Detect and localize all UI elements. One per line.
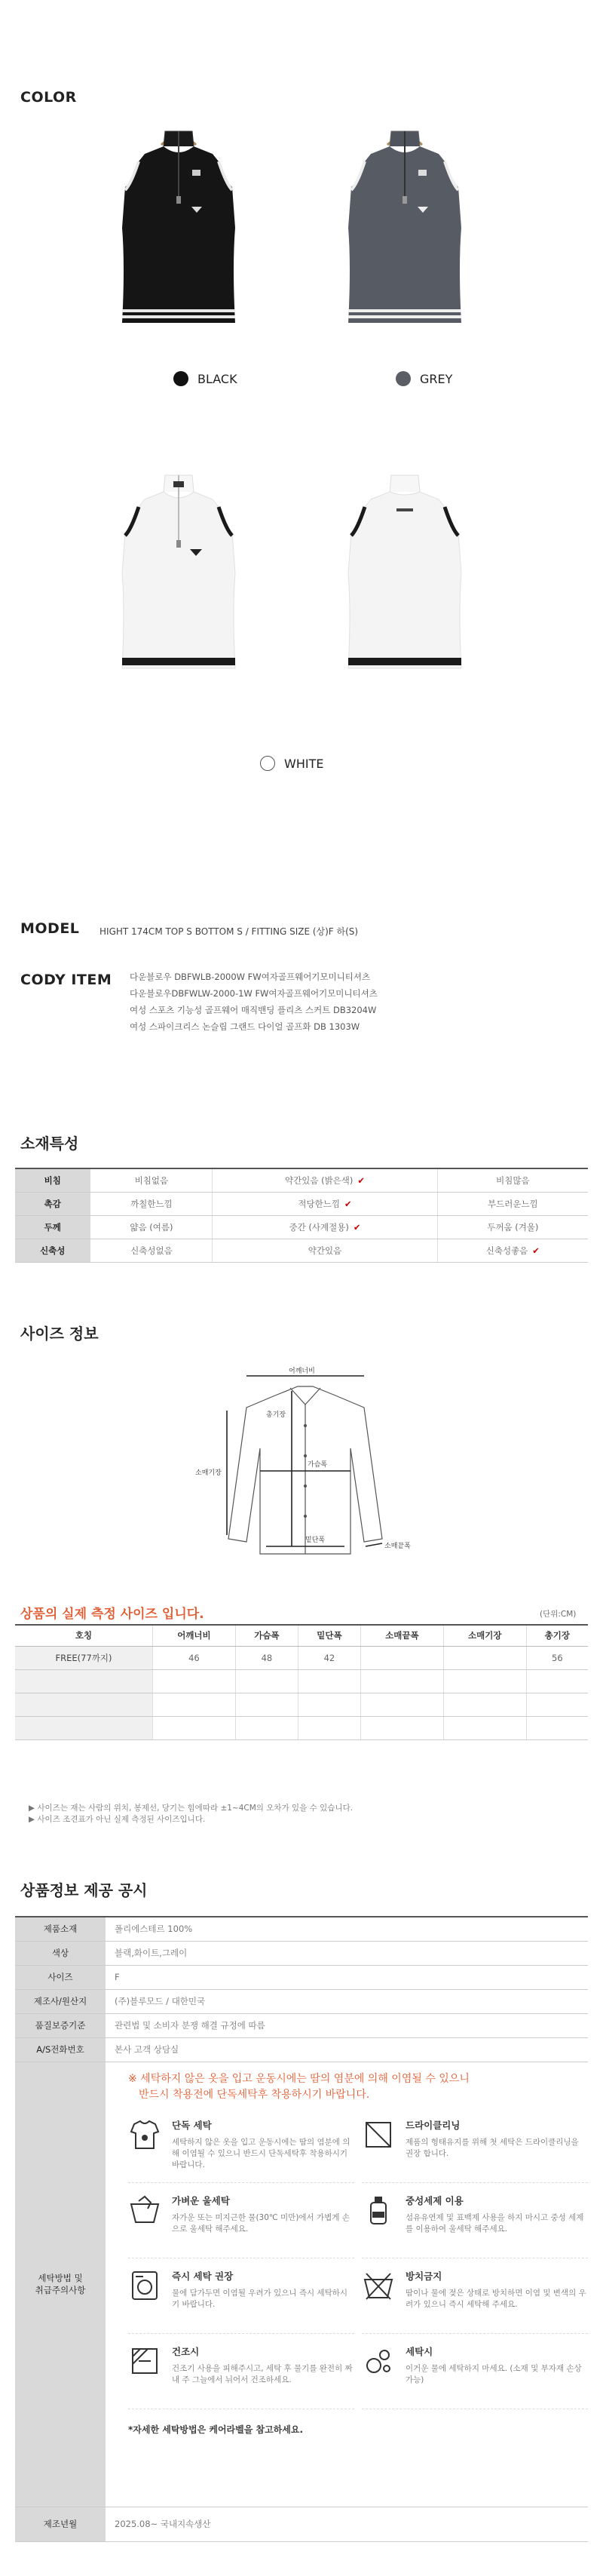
size-col-header: 가슴폭	[235, 1625, 298, 1646]
size-cell	[526, 1716, 588, 1739]
check-icon: ✔	[357, 1174, 366, 1186]
care-item	[128, 2334, 354, 2409]
size-cell	[526, 1669, 588, 1693]
swatch-black-label: BLACK	[197, 371, 237, 386]
model-text: HIGHT 174CM TOP S BOTTOM S / FITTING SIZE (상)F 하(S)	[99, 926, 359, 937]
size-cell	[298, 1716, 360, 1739]
care-item-desc: 건조기 사용을 피해주시고, 세탁 후 물기를 완전히 짜내 주 그늘에서 뉘어서 건조하세요.	[172, 2363, 353, 2384]
care-item-desc: 섬유유연제 및 표백제 사용을 하지 마시고 중성 세제를 이용하여 울세탁 해주세요.	[406, 2212, 584, 2234]
swatch-white-label: WHITE	[284, 756, 324, 771]
grey-dot-icon	[396, 371, 411, 386]
care-item-title: 가벼운 울세탁	[172, 2194, 230, 2206]
care-item-desc: 세탁하지 않은 옷을 입고 운동시에는 땀의 염분에 의해 이염될 수 있으니 반드시 단독세탁후 착용하시기 바랍니다.	[172, 2137, 350, 2169]
material-cell: 비침많음	[437, 1168, 588, 1192]
material-cell: 비침없음	[90, 1168, 213, 1192]
material-cell: 까칠한느낌	[90, 1192, 213, 1215]
material-row-label: 촉감	[15, 1192, 90, 1215]
material-cell: 약간있음 (밝은색) ✔	[213, 1168, 437, 1192]
size-cell	[443, 1716, 526, 1739]
care-item-desc: 이거운 물에 세탁하지 마세요. (소재 및 부자재 손상 가능)	[406, 2363, 582, 2384]
size-cell	[235, 1693, 298, 1716]
material-row	[15, 1215, 588, 1239]
care-footer: *자세한 세탁방법은 케어라벨을 참고하세요.	[128, 2424, 304, 2435]
bubbles-icon	[362, 2344, 395, 2378]
solo-wash-icon	[128, 2118, 161, 2151]
size-cell	[443, 1693, 526, 1716]
size-unit: (단위:CM)	[540, 1610, 577, 1619]
material-table	[15, 1168, 588, 1263]
size-cell	[443, 1669, 526, 1693]
care-grid	[128, 2108, 588, 2409]
size-cell: 46	[153, 1646, 236, 1669]
care-item-title: 드라이클리닝	[406, 2119, 461, 2131]
info-label: 품질보증기준	[15, 2013, 106, 2037]
material-cell: 신축성좋음 ✔	[437, 1239, 588, 1262]
cody-item: 여성 스파이크리스 논슬립 그랜드 다이얼 골프화 DB 1303W	[130, 1021, 360, 1032]
material-row-label: 두께	[15, 1215, 90, 1239]
size-cell	[526, 1693, 588, 1716]
label-sleeve-length: 소매기장	[195, 1469, 222, 1477]
size-cell	[235, 1716, 298, 1739]
care-item-title: 세탁시	[406, 2345, 433, 2357]
material-cell: 적당한느낌 ✔	[213, 1192, 437, 1215]
label-chest: 가슴폭	[308, 1461, 328, 1469]
no-soak-icon	[362, 2269, 395, 2302]
size-cell	[15, 1693, 153, 1716]
info-row	[15, 2507, 588, 2541]
swatch-white[interactable]	[260, 756, 323, 771]
size-table	[15, 1624, 588, 1740]
info-label: 색상	[15, 1941, 106, 1965]
label-total: 총기장	[266, 1411, 286, 1419]
check-icon: ✔	[532, 1245, 540, 1256]
care-label: 세탁방법 및 취급주의사항	[15, 2062, 106, 2507]
size-cell	[360, 1646, 443, 1669]
shade-dry-icon	[128, 2344, 161, 2378]
care-warning	[128, 2071, 588, 2103]
size-cell	[153, 1693, 236, 1716]
swatch-black[interactable]	[173, 371, 237, 386]
size-cell: 42	[298, 1646, 360, 1669]
info-value: 본사 고객 상담실	[106, 2037, 588, 2062]
care-content	[106, 2062, 588, 2507]
material-cell: 신축성없음	[90, 1239, 213, 1262]
info-value: 2025.08~ 국내지속생산	[106, 2507, 588, 2541]
care-item-title: 중성세제 이용	[406, 2194, 464, 2206]
info-label: 제조사/원산지	[15, 1989, 106, 2013]
material-cell: 중간 (사계절용) ✔	[213, 1215, 437, 1239]
material-cell: 두꺼움 (겨울)	[437, 1215, 588, 1239]
info-label: 제품소재	[15, 1917, 106, 1941]
cody-label: CODY ITEM	[20, 972, 112, 988]
size-cell	[360, 1669, 443, 1693]
neutral-detergent-icon	[362, 2194, 395, 2227]
care-warning-line: ※ 세탁하지 않은 옷을 입고 운동시에는 땀의 염분에 의해 이염될 수 있으니	[128, 2072, 470, 2085]
size-header-row	[15, 1625, 588, 1646]
size-col-header: 호칭	[15, 1625, 153, 1646]
care-item-desc: 자가운 또는 미지근한 물(30℃ 미만)에서 가볍게 손으로 울세탁 해주세요.	[172, 2212, 350, 2234]
swatch-grey[interactable]	[396, 371, 452, 386]
size-note: ▶ 사이즈 조견표가 아닌 실제 측정된 사이즈입니다.	[29, 1815, 206, 1824]
info-value: (주)블루모드 / 대한민국	[106, 1989, 588, 2013]
size-col-header: 어깨너비	[153, 1625, 236, 1646]
label-hem: 밑단폭	[305, 1537, 326, 1544]
label-shoulder: 어깨너비	[289, 1368, 315, 1375]
care-row	[15, 2062, 588, 2507]
size-cell: FREE(77까지)	[15, 1646, 153, 1669]
white-dot-icon	[260, 756, 275, 771]
size-cell	[298, 1693, 360, 1716]
care-item-title: 건조시	[172, 2345, 200, 2357]
material-row	[15, 1192, 588, 1215]
care-warning-line: 반드시 착용전에 단독세탁후 착용하시기 바랍니다.	[139, 2088, 370, 2101]
care-item	[362, 2183, 588, 2258]
product-info-title: 상품정보 제공 공시	[20, 1881, 148, 1899]
care-item	[128, 2108, 354, 2183]
size-cell	[153, 1716, 236, 1739]
care-item-desc: 물에 담가두면 이염될 우려가 있으니 즉시 세탁하시기 바랍니다.	[172, 2288, 348, 2309]
cody-item: 여성 스포츠 기능성 골프웨어 매직밴딩 플리츠 스커트 DB3204W	[130, 1005, 377, 1015]
size-cell	[153, 1669, 236, 1693]
label-cuff: 소매끝폭	[384, 1543, 411, 1550]
material-row	[15, 1239, 588, 1262]
size-cell	[15, 1669, 153, 1693]
info-label: 사이즈	[15, 1965, 106, 1989]
info-value: 폴리에스테르 100%	[106, 1917, 588, 1941]
care-item-desc: 땀이나 물에 젖은 상태로 방치하면 이염 및 변색의 우려가 있으니 즉시 세탁해 주세요.	[406, 2288, 586, 2309]
material-row-label: 비침	[15, 1168, 90, 1192]
size-row	[15, 1716, 588, 1739]
care-item-title: 방치금지	[406, 2270, 442, 2282]
color-section-title: COLOR	[20, 89, 77, 106]
size-cell	[360, 1693, 443, 1716]
cody-item: 다운블로우 DBFWLB-2000W FW여자골프웨어기모미니티셔츠	[130, 972, 371, 982]
size-diagram	[185, 1365, 426, 1569]
info-value: 블랙,화이트,그레이	[106, 1941, 588, 1965]
check-icon: ✔	[344, 1198, 352, 1209]
white-vest-back-image	[318, 460, 491, 686]
size-row	[15, 1646, 588, 1669]
info-row	[15, 1941, 588, 1965]
material-cell: 부드러운느낌	[437, 1192, 588, 1215]
size-col-header: 밑단폭	[298, 1625, 360, 1646]
size-cell: 56	[526, 1646, 588, 1669]
care-item	[362, 2334, 588, 2409]
hand-wash-icon	[128, 2194, 161, 2227]
size-col-header: 총기장	[526, 1625, 588, 1646]
care-item	[362, 2258, 588, 2334]
info-row	[15, 2037, 588, 2062]
care-item	[362, 2108, 588, 2183]
size-col-header: 소매기장	[443, 1625, 526, 1646]
size-cell: 48	[235, 1646, 298, 1669]
care-item-title: 즉시 세탁 권장	[172, 2270, 234, 2282]
white-vest-front-image	[92, 460, 265, 686]
info-label: A/S전화번호	[15, 2037, 106, 2062]
info-value: 관련법 및 소비자 분쟁 해결 규정에 따름	[106, 2013, 588, 2037]
dry-clean-icon	[362, 2118, 395, 2151]
material-row	[15, 1168, 588, 1192]
material-row-label: 신축성	[15, 1239, 90, 1262]
grey-vest-image	[318, 115, 491, 341]
care-item-desc: 제품의 형태유지를 위해 첫 세탁은 드라이클리닝을 권장 합니다.	[406, 2137, 579, 2158]
black-dot-icon	[173, 371, 188, 386]
model-label: MODEL	[20, 920, 80, 937]
care-item	[128, 2183, 354, 2258]
size-measure-heading: 상품의 실제 측정 사이즈 입니다.	[20, 1607, 204, 1622]
info-row	[15, 2013, 588, 2037]
info-label: 제조년월	[15, 2507, 106, 2541]
size-cell	[443, 1646, 526, 1669]
check-icon: ✔	[353, 1221, 361, 1233]
black-vest-image	[92, 115, 265, 341]
size-row	[15, 1669, 588, 1693]
product-info-table	[15, 1916, 588, 2542]
material-cell: 얇음 (여름)	[90, 1215, 213, 1239]
care-item-title: 단독 세탁	[172, 2119, 212, 2131]
info-row	[15, 1917, 588, 1941]
size-notes	[29, 1803, 353, 1825]
material-title: 소재특성	[20, 1134, 79, 1153]
size-note: ▶ 사이즈는 재는 사람의 위치, 봉제선, 당기는 힘에따라 ±1~4CM의 오차가 있을 수 있습니다.	[29, 1804, 354, 1813]
cody-list	[130, 969, 378, 1035]
size-cell	[235, 1669, 298, 1693]
size-row	[15, 1693, 588, 1716]
care-item	[128, 2258, 354, 2334]
size-cell	[360, 1716, 443, 1739]
info-value: F	[106, 1965, 588, 1989]
size-info-title: 사이즈 정보	[20, 1325, 99, 1343]
material-cell: 약간있음	[213, 1239, 437, 1262]
info-row	[15, 1965, 588, 1989]
swatch-grey-label: GREY	[420, 371, 453, 386]
info-row	[15, 1989, 588, 2013]
cody-item: 다운블로우DBFWLW-2000-1W FW여자골프웨어기모미니티셔츠	[130, 988, 378, 999]
size-cell	[15, 1716, 153, 1739]
size-col-header: 소매끝폭	[360, 1625, 443, 1646]
washer-icon	[128, 2269, 161, 2302]
size-cell	[298, 1669, 360, 1693]
